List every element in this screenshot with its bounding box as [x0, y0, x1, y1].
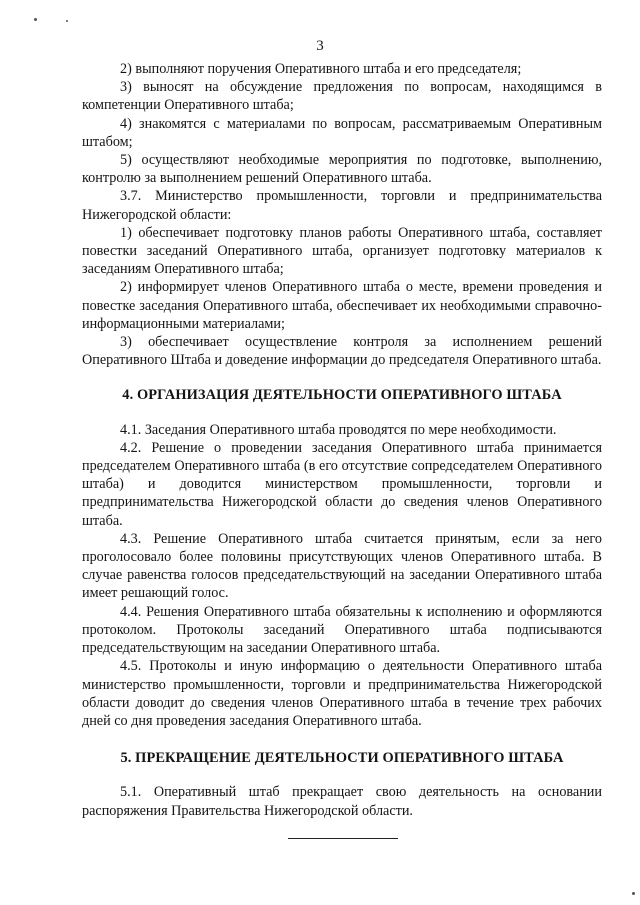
scan-speck [34, 18, 37, 21]
paragraph: 5) осуществляют необходимые мероприятия по подготовке, выполнению, контролю за выполнением решений Оперативного штаба. [82, 152, 602, 187]
paragraph: 4) знакомятся с материалами по вопросам, рассматриваемым Оперативным штабом; [82, 115, 602, 150]
paragraph: 4.5. Протоколы и иную информацию о деятельности Оперативного штаба министерство промышленности, торговли и предпринимательства Нижегородской области доводит до сведения членов Оперативного штаба в течение трех рабочих дней со дня проведения заседания Оперативного штаба. [82, 658, 602, 729]
paragraph: 3) обеспечивает осуществление контроля за исполнением решений Оперативного Штаба и доведение информации до председателя Оперативного штаба. [82, 334, 602, 369]
paragraph: 4.4. Решения Оперативного штаба обязательны к исполнению и оформляются протоколом. Протоколы заседаний Оперативного штаба подписываются председательствующим на заседании Оперативного штаба. [82, 603, 602, 657]
document-body [82, 60, 602, 820]
paragraph: 2) информирует членов Оперативного штаба о месте, времени проведения и повестке заседания Оперативного штаба, обеспечивает их необходимыми справочно-информационными материалами; [82, 279, 602, 332]
paragraph: 2) выполняют поручения Оперативного штаба и его председателя; [120, 61, 522, 77]
section-heading: 5. ПРЕКРАЩЕНИЕ ДЕЯТЕЛЬНОСТИ ОПЕРАТИВНОГО ШТАБА [120, 750, 564, 767]
paragraph: 3) выносят на обсуждение предложения по вопросам, находящимся в компетенции Оперативного штаба; [82, 79, 602, 114]
paragraph: 5.1. Оперативный штаб прекращает свою деятельность на основании распоряжения Правительства Нижегородской области. [82, 784, 602, 819]
scan-speck [632, 892, 635, 895]
page-number: 3 [316, 38, 324, 54]
section-heading: 4. ОРГАНИЗАЦИЯ ДЕЯТЕЛЬНОСТИ ОПЕРАТИВНОГО ШТАБА [122, 387, 562, 404]
scan-speck [66, 20, 68, 22]
end-divider-line [288, 838, 398, 839]
paragraph: 1) обеспечивает подготовку планов работы Оперативного штаба, составляет повестки заседаний Оперативного штаба, организует подготовку материалов к заседаниям Оперативного штаба; [82, 224, 602, 278]
paragraph: 3.7. Министерство промышленности, торговли и предпринимательства Нижегородской области: [82, 188, 602, 223]
paragraph: 4.2. Решение о проведении заседания Оперативного штаба принимается председателем Оперативного штаба (в его отсутствие сопредседателем Оперативного штаба) и доводится министерством промышленности, торговли и предпринимательства Нижегородской области до сведения членов Оперативного штаба. [82, 439, 602, 529]
paragraph: 4.1. Заседания Оперативного штаба проводятся по мере необходимости. [120, 421, 557, 438]
paragraph: 4.3. Решение Оперативного штаба считается принятым, если за него проголосовало более половины присутствующих членов Оперативного штаба. В случае равенства голосов председательствующий на заседании Оперативного штаба имеет решающий голос. [82, 530, 602, 602]
